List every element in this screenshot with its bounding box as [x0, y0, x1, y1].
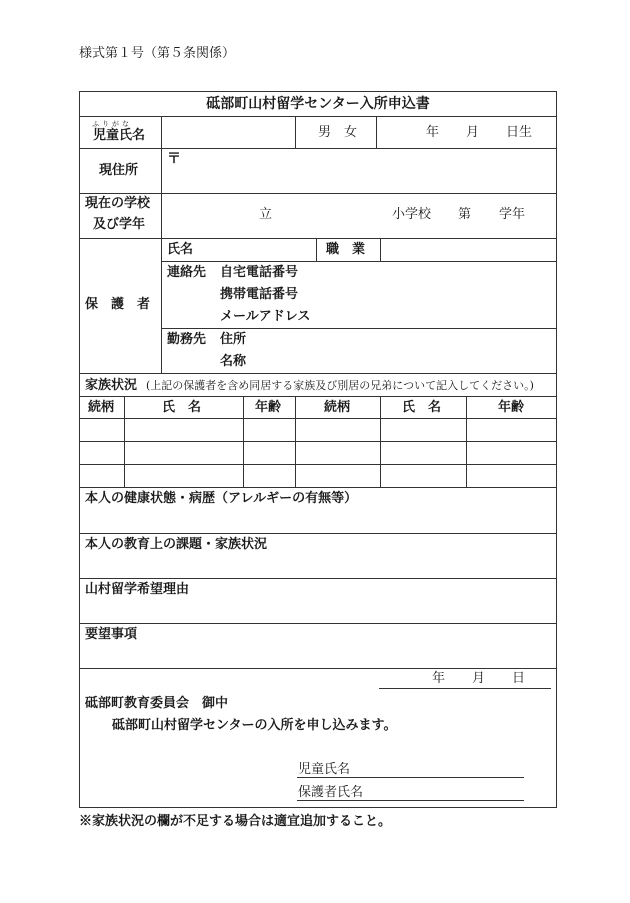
furigana-label: ふりがな — [92, 120, 132, 128]
family-col-name: 氏 名 — [402, 400, 442, 415]
public-mark: 立 — [259, 207, 273, 222]
divider — [161, 261, 557, 262]
divider — [79, 148, 557, 149]
divider — [316, 238, 317, 261]
mobile-phone-label: 携帯電話番号 — [220, 287, 299, 302]
divider — [79, 464, 557, 465]
divider — [295, 116, 296, 148]
date-month-label: 月 — [472, 671, 486, 686]
health-section-label: 本人の健康状態・病歴（アレルギーの有無等） — [85, 491, 358, 506]
divider — [79, 578, 557, 579]
form-title: 砥部町山村留学センター入所申込書 — [206, 96, 430, 112]
divider — [79, 396, 557, 397]
divider — [295, 396, 296, 487]
divider — [466, 396, 467, 487]
school-label-line1: 現在の学校 — [85, 196, 151, 211]
application-statement: 砥部町山村留学センターの入所を申し込みます。 — [112, 718, 397, 733]
divider — [380, 396, 381, 487]
divider — [161, 238, 162, 373]
occupation-label: 職 業 — [326, 242, 366, 257]
child-name-label: 児童氏名 — [93, 128, 146, 143]
date-day-label: 日 — [512, 671, 526, 686]
divider — [161, 116, 162, 238]
divider — [79, 418, 557, 419]
requests-section-label: 要望事項 — [85, 627, 138, 642]
workplace-name-label: 名称 — [220, 354, 247, 369]
family-col-relation: 続柄 — [88, 400, 115, 415]
family-note: (上記の保護者を含め同居する家族及び別居の兄弟について記入してください。) — [146, 379, 534, 392]
divider — [376, 116, 377, 148]
footnote: ※家族状況の欄が不足する場合は適宜追加すること。 — [79, 814, 392, 829]
family-col-age: 年齢 — [498, 400, 525, 415]
divider — [79, 487, 557, 488]
child-signature-label: 児童氏名 — [298, 762, 351, 777]
child-signature-line[interactable] — [297, 777, 524, 778]
grade-suffix: 学年 — [499, 207, 526, 222]
divider — [79, 238, 557, 239]
family-col-name: 氏 名 — [162, 400, 202, 415]
birth-month-label: 月 — [466, 125, 480, 140]
family-heading: 家族状況 — [85, 378, 138, 393]
home-phone-label: 自宅電話番号 — [220, 265, 299, 280]
school-type: 小学校 — [392, 207, 432, 222]
family-col-age: 年齢 — [255, 400, 282, 415]
date-year-label: 年 — [432, 671, 446, 686]
divider — [79, 441, 557, 442]
grade-prefix: 第 — [458, 207, 472, 222]
divider — [161, 328, 557, 329]
reason-section-label: 山村留学希望理由 — [85, 582, 190, 597]
divider — [243, 396, 244, 487]
date-underline — [379, 688, 551, 689]
divider — [79, 623, 557, 624]
divider — [124, 396, 125, 487]
guardian-label: 保 護 者 — [85, 297, 151, 312]
divider — [79, 116, 557, 117]
divider — [380, 238, 381, 261]
workplace-label: 勤務先 — [167, 332, 207, 347]
addressee: 砥部町教育委員会 御中 — [85, 696, 229, 711]
family-col-relation: 続柄 — [324, 400, 351, 415]
divider — [79, 373, 557, 374]
guardian-signature-label: 保護者氏名 — [298, 785, 364, 800]
education-section-label: 本人の教育上の課題・家族状況 — [85, 537, 268, 552]
guardian-name-label: 氏名 — [167, 242, 194, 257]
divider — [79, 533, 557, 534]
address-label: 現住所 — [99, 163, 139, 178]
postal-mark: 〒 — [167, 151, 181, 167]
guardian-signature-line[interactable] — [297, 800, 524, 801]
birth-day-label: 日生 — [506, 125, 533, 140]
sex-options: 男 女 — [318, 125, 358, 140]
contact-label: 連絡先 — [167, 265, 207, 280]
workplace-address-label: 住所 — [220, 332, 247, 347]
email-label: メールアドレス — [220, 309, 311, 324]
divider — [79, 668, 557, 669]
form-number: 様式第１号（第５条関係） — [79, 46, 236, 61]
birth-year-label: 年 — [426, 125, 440, 140]
divider — [79, 193, 557, 194]
school-label-line2: 及び学年 — [93, 217, 146, 232]
